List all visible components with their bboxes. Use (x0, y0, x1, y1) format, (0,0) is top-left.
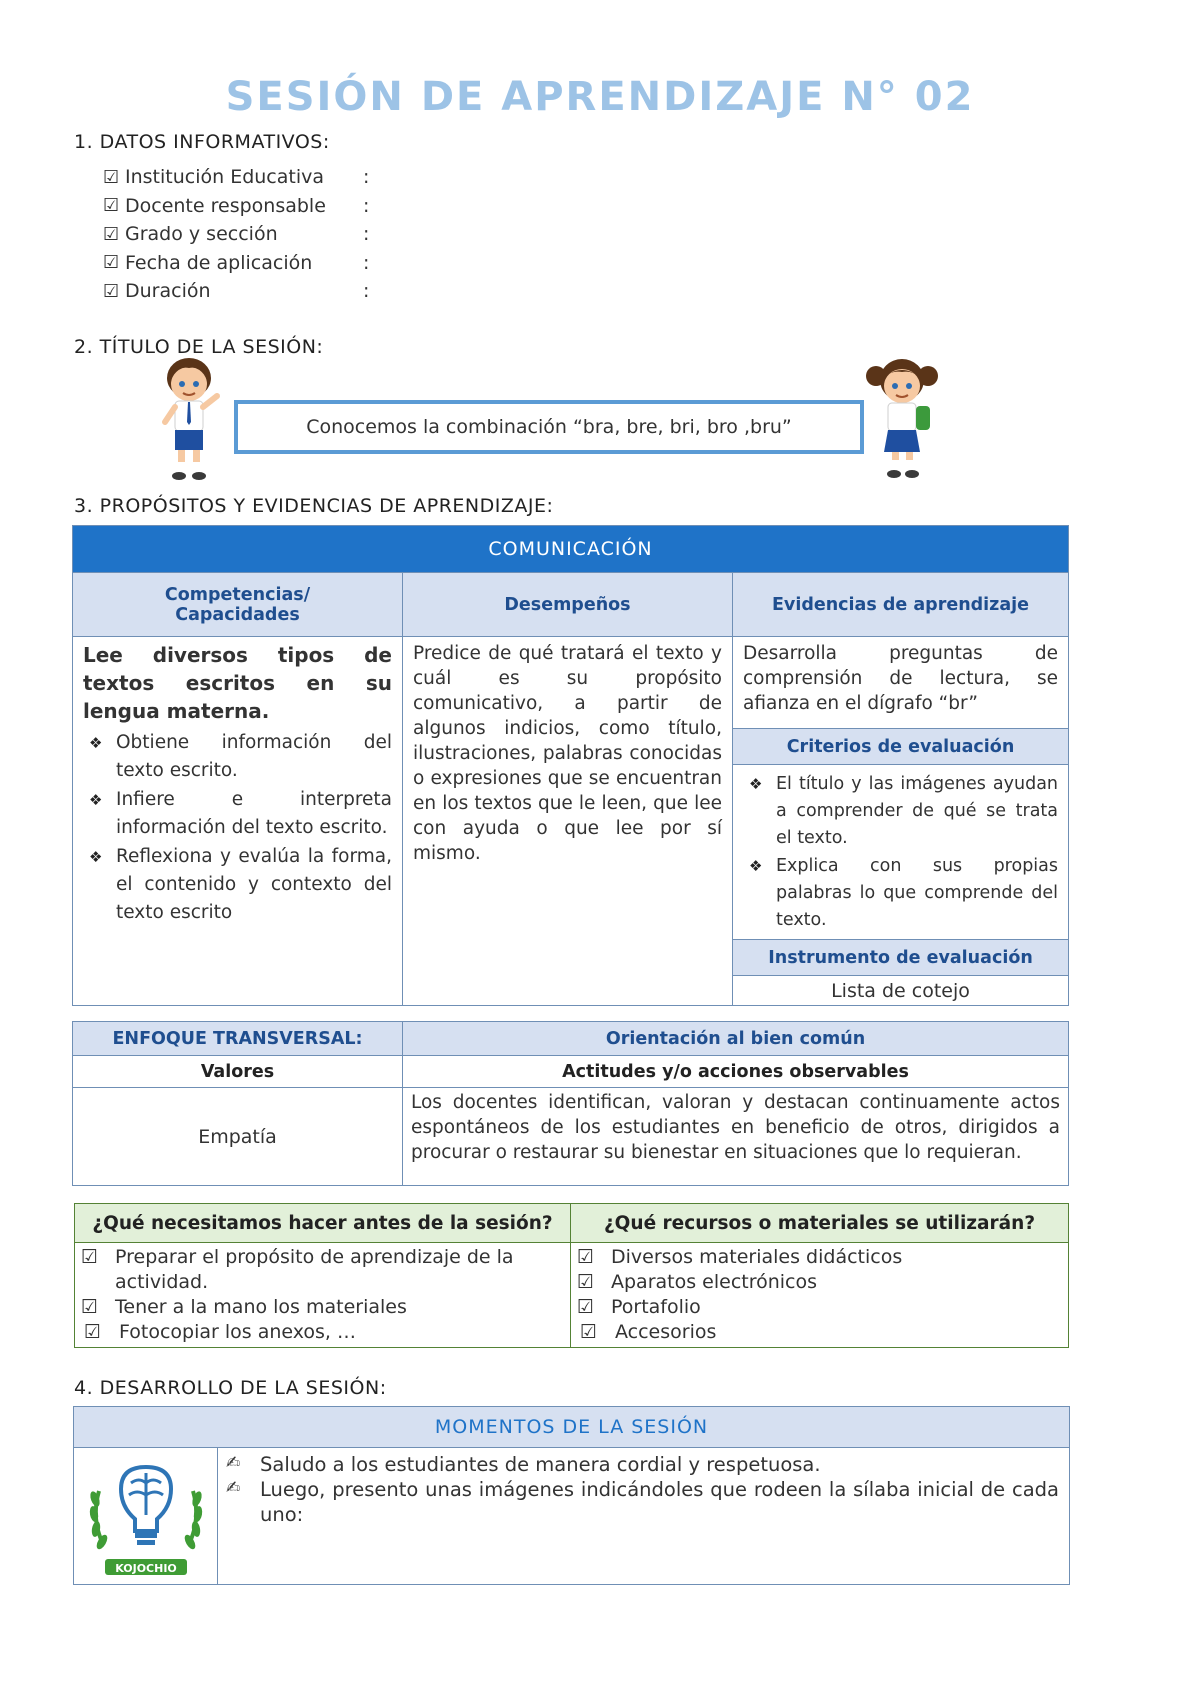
brain-logo-icon (81, 1449, 211, 1579)
desarrollo-table (73, 1406, 1070, 1585)
checkbox-icon: ☑ (577, 1246, 595, 1268)
competencia-cell (73, 637, 403, 1006)
info-row-institucion: ☑ Institución Educativa : (103, 166, 370, 189)
paso-item: ✍ Saludo a los estudiantes de manera cordial y respetuosa. (226, 1453, 821, 1476)
pasos-cell (218, 1448, 1070, 1585)
logo-text: KOJOCHIO (114, 1562, 177, 1575)
capacidad-item: ❖ Infiere e interpreta información del texto escrito. (83, 786, 392, 842)
checkbox-icon: ☑ (580, 1321, 598, 1343)
checkbox-icon: ☑ (103, 166, 120, 188)
info-row-grado: ☑ Grado y sección : (103, 223, 370, 246)
criterios-cell (733, 765, 1069, 940)
capacidad-item: ❖ Obtiene información del texto escrito. (83, 729, 392, 785)
col-desempenos: Desempeños (403, 573, 733, 637)
competencia-text: Lee diversos tipos de textos escritos en su lengua materna. (83, 643, 392, 723)
checkbox-icon: ☑ (103, 252, 120, 274)
area-header: COMUNICACIÓN (73, 526, 1069, 573)
checkbox-icon: ☑ (103, 195, 120, 217)
col-actitudes: Actitudes y/o acciones observables (403, 1056, 1069, 1088)
session-title-box: Conocemos la combinación “bra, bre, bri, bro ,bru” (234, 400, 864, 454)
antes-item: ☑ Fotocopiar los anexos, … (84, 1321, 356, 1343)
capacidad-item: ❖ Reflexiona y evalúa la forma, el contenido y contexto del texto escrito (83, 843, 392, 927)
checkbox-icon: ☑ (577, 1296, 595, 1318)
paso-item: ✍ Luego, presento unas imágenes indicándoles que rodeen la sílaba inicial de cada uno: (226, 1478, 1060, 1526)
criterios-heading: Criterios de evaluación (733, 729, 1069, 765)
col-valores: Valores (73, 1056, 403, 1088)
enfoque-label: ENFOQUE TRANSVERSAL: (73, 1022, 403, 1056)
info-row-fecha: ☑ Fecha de aplicación : (103, 251, 370, 274)
recurso-item: ☑ Portafolio (577, 1296, 701, 1318)
capacidades-list (83, 729, 392, 927)
writing-hand-icon: ✍ (226, 1478, 241, 1498)
enfoque-table (72, 1021, 1069, 1186)
actitud-cell: Los docentes identifican, valoran y destacan continuamente actos espontáneos de los estudiantes en beneficio de otros, dirigidos a procurar o restaurar su bienestar en situaciones que lo requieran. (403, 1088, 1069, 1186)
section-3-heading: 3. PROPÓSITOS Y EVIDENCIAS DE APRENDIZAJE: (74, 495, 554, 517)
checkbox-icon: ☑ (84, 1321, 102, 1343)
section-4-heading: 4. DESARROLLO DE LA SESIÓN: (74, 1377, 387, 1399)
recurso-item: ☑ Accesorios (580, 1321, 717, 1343)
checkbox-icon: ☑ (103, 223, 120, 245)
datos-informativos-list (103, 163, 369, 306)
antes-item: ☑ Preparar el propósito de aprendizaje de la actividad. (81, 1246, 514, 1293)
logo-cell (74, 1448, 218, 1585)
desempeno-cell: Predice de qué tratará el texto y cuál es su propósito comunicativo, a partir de algunos indicios, como título, ilustraciones, palabras conocidas o expresiones que se encuentran en los textos que le leen, que lee con ayuda o que lee por sí mismo. (403, 637, 733, 1006)
col-evidencias: Evidencias de aprendizaje (733, 573, 1069, 637)
valor-cell: Empatía (73, 1088, 403, 1186)
instrumento-heading: Instrumento de evaluación (733, 940, 1069, 976)
recursos-question: ¿Qué recursos o materiales se utilizarán? (571, 1204, 1069, 1243)
antes-item: ☑ Tener a la mano los materiales (81, 1296, 407, 1318)
checkbox-icon: ☑ (577, 1271, 595, 1293)
antes-question: ¿Qué necesitamos hacer antes de la sesión? (75, 1204, 571, 1243)
page-title: SESIÓN DE APRENDIZAJE N° 02 (225, 74, 975, 120)
recursos-cell (571, 1243, 1069, 1348)
propositos-table (72, 525, 1069, 1006)
section-2-heading: 2. TÍTULO DE LA SESIÓN: (74, 336, 324, 358)
momentos-header: MOMENTOS DE LA SESIÓN (74, 1407, 1070, 1448)
criterio-item: ❖ Explica con sus propias palabras lo que comprende del texto. (743, 853, 1058, 934)
preparacion-table (74, 1203, 1069, 1348)
info-row-docente: ☑ Docente responsable : (103, 194, 370, 217)
recurso-item: ☑ Aparatos electrónicos (577, 1271, 818, 1293)
checkbox-icon: ☑ (81, 1296, 99, 1318)
info-row-duracion: ☑ Duración : (103, 280, 370, 303)
recursos-list (571, 1245, 1068, 1345)
criterios-list (743, 771, 1058, 934)
recurso-item: ☑ Diversos materiales didácticos (577, 1246, 903, 1268)
girl-student-illustration (862, 352, 942, 490)
section-1-heading: 1. DATOS INFORMATIVOS: (74, 131, 330, 153)
antes-cell (75, 1243, 571, 1348)
pasos-list (222, 1452, 1059, 1527)
boy-student-illustration (155, 352, 225, 490)
evidencia-cell: Desarrolla preguntas de comprensión de lectura, se afianza en el dígrafo “br” (733, 637, 1069, 729)
enfoque-name: Orientación al bien común (403, 1022, 1069, 1056)
instrumento-cell: Lista de cotejo (733, 976, 1069, 1006)
checkbox-icon: ☑ (81, 1246, 99, 1268)
criterio-item: ❖ El título y las imágenes ayudan a comprender de qué se trata el texto. (743, 771, 1058, 852)
writing-hand-icon: ✍ (226, 1453, 241, 1473)
col-competencias: Competencias/ Capacidades (73, 573, 403, 637)
antes-list (75, 1245, 564, 1345)
checkbox-icon: ☑ (103, 280, 120, 302)
